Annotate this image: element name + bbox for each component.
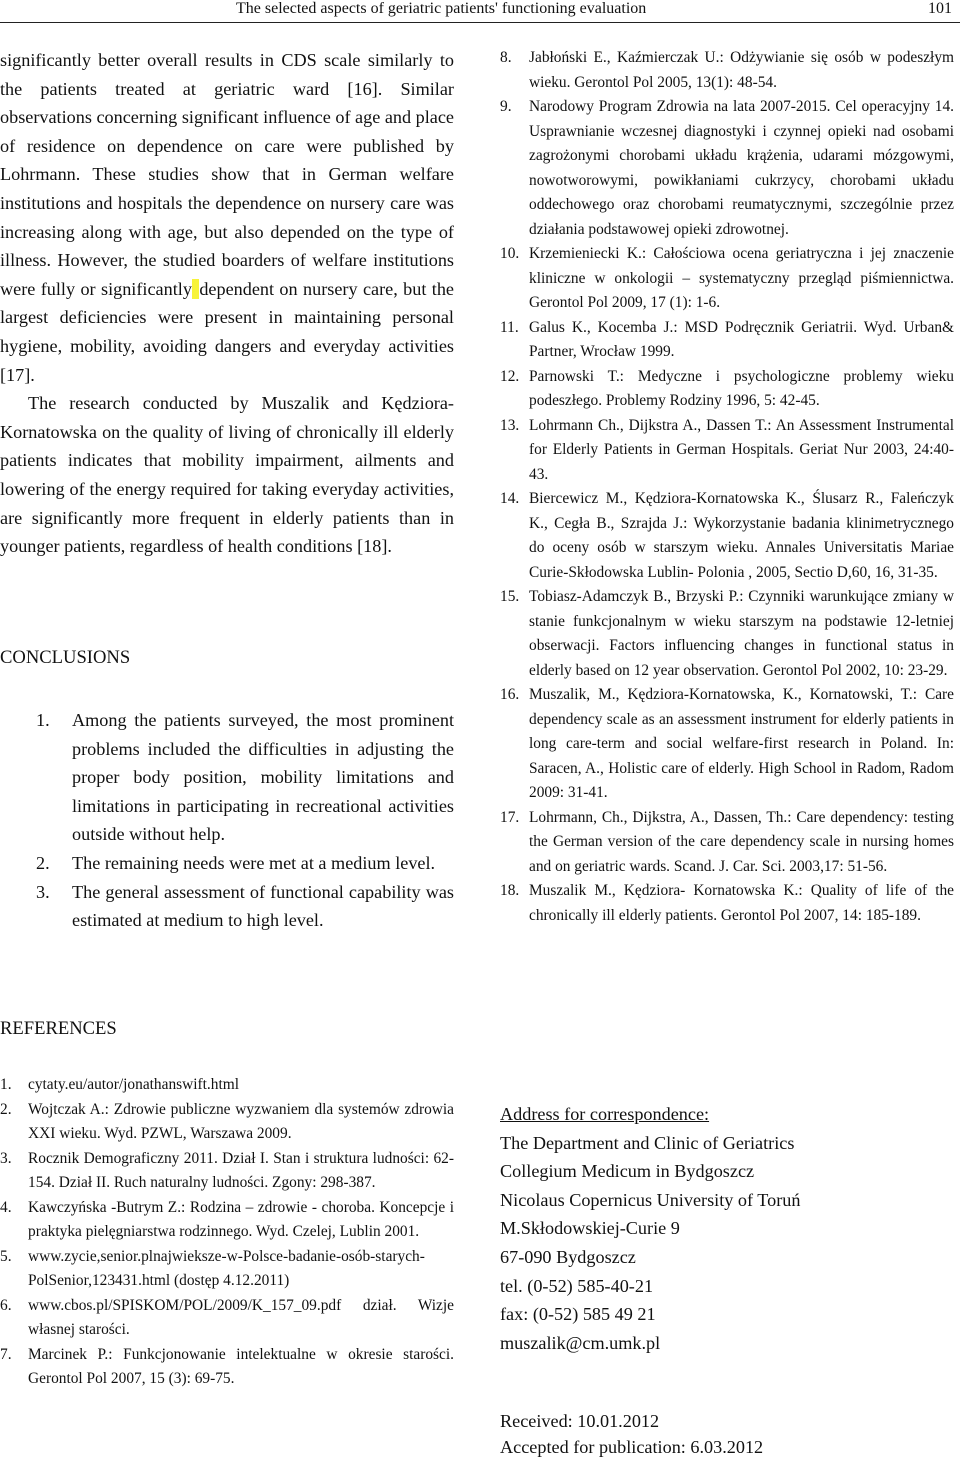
reference-item: 17. Lohrmann, Ch., Dijkstra, A., Dassen, Th.: Care dependency: testing the German version of the care dependency scale in nursing homes and on geriatric wards. Scand. J. Car. Sci. 2003,17: 51-56. <box>500 808 954 875</box>
reference-item: 8. Jabłoński E., Kaźmierczak U.: Odżywianie się osób w podeszłym wieku. Gerontol Pol 2005, 13(1): 48-54. <box>500 49 954 91</box>
reference-item: 16. Muszalik, M., Kędziora-Kornatowska, K., Kornatowski, T.: Care dependency scale as an assessment instrument for elderly patients in long care-term and social welfare-first research in Poland. In: Saracen, A., Holistic care of elderly. High School in Radom, Radom 2009: 31-41. <box>500 686 954 801</box>
address-line: Nicolaus Copernicus University of Toruń <box>500 1189 801 1210</box>
list-item: 3. The general assessment of functional capability was estimated at medium to high level. <box>36 881 454 931</box>
references-list-right <box>500 46 954 928</box>
references-list-left <box>0 1073 454 1392</box>
discussion-paragraph-1: significantly better overall results in CDS scale similarly to the patients treated at geriatric ward [16]. Similar observations concerning significant influence of age and place of residence on dependence on care were published by Lohrmann. These studies show that in German welfare institutions and hospitals the dependence on nursery care was increasing along with age, but also depended on the type of illness. However, the studied boarders of welfare institutions were fully or significantly dependent on nursery care, but the largest deficiencies were present in maintaining personal hygiene, mobility, avoiding dangers and everyday activities [17]. <box>0 50 455 385</box>
discussion-paragraph-2: The research conducted by Muszalik and Kędziora-Kornatowska on the quality of living of chronically ill elderly patients indicates that mobility impairment, ailments and lowering of the energy required for taking everyday activities, are significantly more frequent in elderly patients than in younger patients, regardless of health conditions [18]. <box>0 393 454 557</box>
address-line: 67-090 Bydgoszcz <box>500 1246 636 1267</box>
reference-item: 9. Narodowy Program Zdrowia na lata 2007-2015. Cel operacyjny 14. Usprawnianie wczesnej diagnostyki i czynnej opieki nad osobami zagrożonymi chorobami układu krążenia, udarami mózgowymi, nowotworowymi, powikłaniami cukrzycy, chorobami układu oddechowego oraz chorobami reumatycznymi, szczególnie przez działania podstawowej opieki zdrowotnej. <box>500 98 954 238</box>
page-header <box>0 0 960 23</box>
reference-item: 5. www.zycie,senior.plnajwieksze-w-Polsce-badanie-osób-starych-PolSenior,123431.html (dostęp 4.12.2011) <box>0 1247 425 1289</box>
address-line: The Department and Clinic of Geriatrics <box>500 1132 795 1153</box>
reference-item: 10. Krzemieniecki K.: Całościowa ocena geriatryczna i jej znaczenie kliniczne w onkologii – systematyczny przegląd piśmiennictwa. Gerontol Pol 2009, 17 (1): 1-6. <box>500 245 954 311</box>
submission-dates <box>500 1408 763 1460</box>
list-item: 1. Among the patients surveyed, the most prominent problems included the difficulties in adjusting the proper body position, mobility limitations and limitations in participating in recreational activities outside without help. <box>36 710 454 845</box>
address-line: Collegium Medicum in Bydgoszcz <box>500 1161 755 1182</box>
reference-item: 3. Rocznik Demograficzny 2011. Dział I. Stan i struktura ludności: 62-154. Dział II. Ruch naturalny ludności. Zgony: 298-387. <box>0 1149 454 1191</box>
correspondence-address <box>500 1100 800 1357</box>
reference-item: 15. Tobiasz-Adamczyk B., Brzyski P.: Czynniki warunkujące zmiany w stanie funkcjonalnym w wieku starszym na podstawie 12-letniej obserwacji. Factors influencing changes in functional status in elderly based on 12 year observation. Gerontol Pol 2002, 10: 23-29. <box>500 588 954 679</box>
running-title: The selected aspects of geriatric patients' functioning evaluation <box>236 0 647 17</box>
received-date: Received: 10.01.2012 <box>500 1411 660 1431</box>
address-heading: Address for correspondence: <box>500 1104 710 1124</box>
left-column <box>0 46 454 561</box>
accepted-date: Accepted for publication: 6.03.2012 <box>500 1437 764 1457</box>
conclusions-heading: CONCLUSIONS <box>0 647 131 668</box>
email-link[interactable]: muszalik@cm.umk.pl <box>500 1332 661 1353</box>
reference-item: 6. www.cbos.pl/SPISKOM/POL/2009/K_157_09.pdf dział. Wizje własnej starości. <box>0 1296 454 1338</box>
reference-item: 2. Wojtczak A.: Zdrowie publiczne wyzwaniem dla systemów zdrowia XXI wieku. Wyd. PZWL, Warszawa 2009. <box>0 1100 454 1142</box>
reference-item: 7. Marcinek P.: Funkcjonowanie intelektualne w okresie starości. Gerontol Pol 2007, 15 (3): 69-75. <box>0 1345 454 1387</box>
reference-item: 12. Parnowski T.: Medyczne i psychologiczne problemy wieku podeszłego. Problemy Rodziny 1996, 5: 42-45. <box>500 367 954 409</box>
reference-item: 4. Kawczyńska -Butrym Z.: Rodzina – zdrowie - choroba. Koncepcje i praktyka pielęgniarstwa rodzinnego. Wyd. Czelej, Lublin 2001. <box>0 1198 454 1240</box>
address-line: fax: (0-52) 585 49 21 <box>500 1304 656 1325</box>
reference-item: 1. cytaty.eu/autor/jonathanswift.html <box>0 1076 239 1093</box>
page-number: 101 <box>928 0 952 17</box>
conclusions-list <box>0 706 454 935</box>
references-heading: REFERENCES <box>0 1018 117 1039</box>
reference-item: 14. Biercewicz M., Kędziora-Kornatowska K., Ślusarz R., Faleńczyk K., Cegła B., Szrajda J.: Wykorzystanie badania klinimetrycznego do oceny osób w starszym wieku. Annales Universitatis Mariae Curie-Skłodowska Lublin- Polonia , 2005, Sectio D,60, 16, 31-35. <box>500 490 954 581</box>
reference-item: 18. Muszalik M., Kędziora- Kornatowska K.: Quality of life of the chronically ill elderly patients. Gerontol Pol 2007, 14: 185-189. <box>500 882 954 924</box>
reference-item: 11. Galus K., Kocemba J.: MSD Podręcznik Geriatrii. Wyd. Urban& Partner, Wrocław 1999. <box>500 318 954 360</box>
reference-item: 13. Lohrmann Ch., Dijkstra A., Dassen T.: An Assessment Instrumental for Elderly Patients in German Hospitals. Geriat Nur 2003, 24:40-43. <box>500 416 954 483</box>
address-line: M.Skłodowskiej-Curie 9 <box>500 1218 680 1239</box>
list-item: 2. The remaining needs were met at a medium level. <box>36 852 436 873</box>
address-line: tel. (0-52) 585-40-21 <box>500 1275 654 1296</box>
